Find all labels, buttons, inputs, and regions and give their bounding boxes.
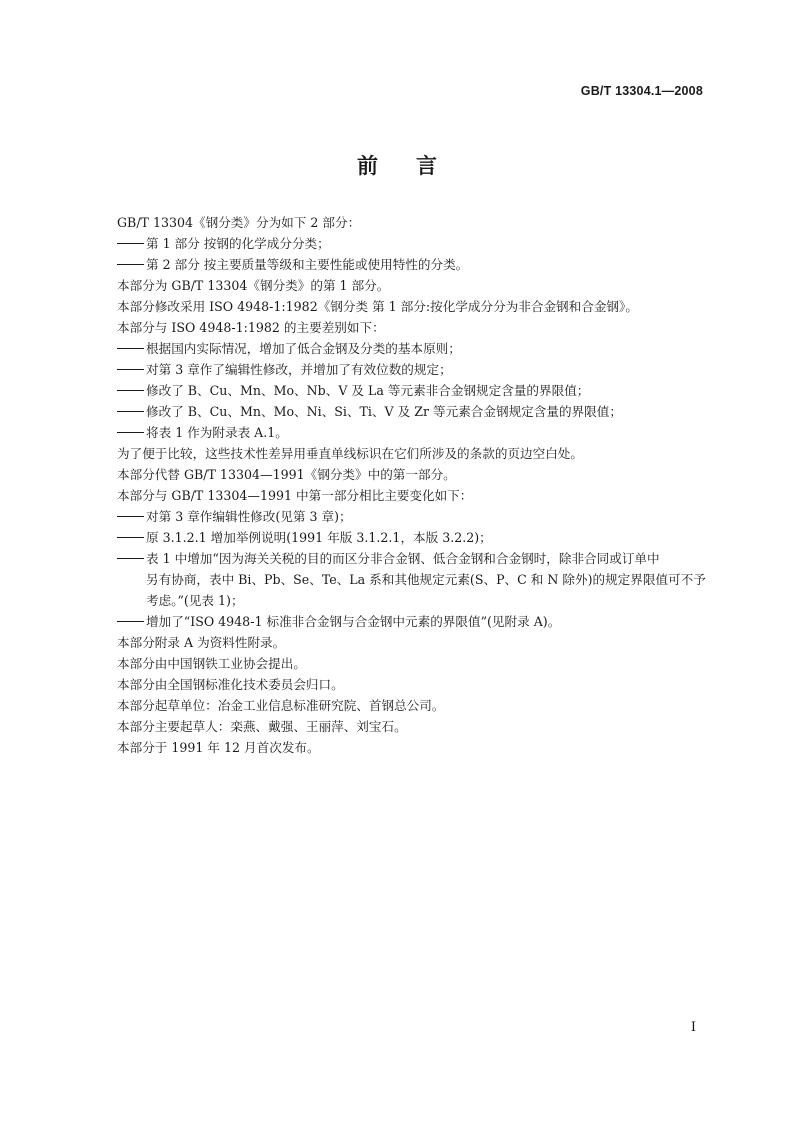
paragraph: 本部分与 ISO 4948-1:1982 的主要差别如下： [117, 320, 385, 335]
list-item [117, 359, 713, 380]
em-dash-marker [117, 432, 144, 433]
em-dash-marker [117, 558, 144, 559]
list-item-text-line: 另有协商，表中 Bi、Pb、Se、Te、La 系和其他规定元素(S、P、C 和 N 除外)的规定界限值可不予 [146, 572, 706, 587]
em-dash-marker [117, 621, 144, 622]
list-item-text: 根据国内实际情况，增加了低合金钢及分类的基本原则； [146, 341, 461, 356]
em-dash-marker [117, 390, 144, 391]
list-item-text: 对第 3 章作了编辑性修改，并增加了有效位数的规定； [146, 362, 452, 377]
list-item [117, 548, 713, 611]
list-item-text: 将表 1 作为附录表 A.1。 [146, 425, 288, 440]
em-dash-marker [117, 516, 144, 517]
list-item [117, 527, 713, 548]
list-item-text: 原 3.1.2.1 增加举例说明(1991 年版 3.1.2.1，本版 3.2.2)； [146, 530, 492, 545]
paragraph: GB/T 13304《钢分类》分为如下 2 部分： [117, 215, 361, 230]
page-number: I [690, 1020, 696, 1035]
em-dash-marker [117, 369, 144, 370]
paragraph: 本部分由中国钢铁工业协会提出。 [117, 656, 306, 671]
paragraph: 本部分修改采用 ISO 4948-1:1982《钢分类 第 1 部分:按化学成分分为非合金钢和合金钢》。 [117, 299, 638, 314]
list-item [117, 380, 713, 401]
list-item [117, 611, 713, 632]
list-item [117, 506, 713, 527]
list-item-text-line: 表 1 中增加“因为海关关税的目的而区分非合金钢、低合金钢和合金钢时，除非合同或订单中 [146, 551, 660, 566]
em-dash-marker [117, 348, 144, 349]
list-item [117, 233, 713, 254]
paragraph: 本部分由全国钢标准化技术委员会归口。 [117, 677, 344, 692]
paragraph: 本部分起草单位：冶金工业信息标准研究院、首钢总公司。 [117, 698, 445, 713]
paragraph: 为了便于比较，这些技术性差异用垂直单线标识在它们所涉及的条款的页边空白处。 [117, 446, 583, 461]
paragraph: 本部分代替 GB/T 13304—1991《钢分类》中的第一部分。 [117, 467, 456, 482]
list-item-text: 修改了 B、Cu、Mn、Mo、Nb、V 及 La 等元素非合金钢规定含量的界限值； [146, 383, 590, 398]
list-item [117, 254, 713, 275]
list-item [117, 422, 713, 443]
standard-code: GB/T 13304.1—2008 [580, 84, 703, 98]
em-dash-marker [117, 264, 144, 265]
list-item-text: 第 2 部分 按主要质量等级和主要性能或使用特性的分类。 [146, 257, 469, 272]
paragraph: 本部分与 GB/T 13304—1991 中第一部分相比主要变化如下： [117, 488, 473, 503]
paragraph: 本部分主要起草人：栾燕、戴强、王丽萍、刘宝石。 [117, 719, 407, 734]
list-item-text: 第 1 部分 按钢的化学成分分类； [146, 236, 330, 251]
paragraph: 本部分附录 A 为资料性附录。 [117, 635, 286, 650]
list-item-text: 增加了“ISO 4948-1 标准非合金钢与合金钢中元素的界限值”(见附录 A)。 [146, 614, 561, 629]
em-dash-marker [117, 243, 144, 244]
list-item [117, 338, 713, 359]
page-title: 前言 [357, 154, 475, 178]
em-dash-marker [117, 537, 144, 538]
list-item-text-line: 考虑。”(见表 1)； [146, 593, 244, 608]
list-item-text: 修改了 B、Cu、Mn、Mo、Ni、Si、Ti、V 及 Zr 等元素合金钢规定含量的界限值； [146, 404, 622, 419]
list-item [117, 401, 713, 422]
em-dash-marker [117, 411, 144, 412]
paragraph: 本部分为 GB/T 13304《钢分类》的第 1 部分。 [117, 278, 390, 293]
document-body [117, 212, 713, 758]
list-item-text: 对第 3 章作编辑性修改(见第 3 章)； [146, 509, 352, 524]
paragraph: 本部分于 1991 年 12 月首次发布。 [117, 740, 320, 755]
